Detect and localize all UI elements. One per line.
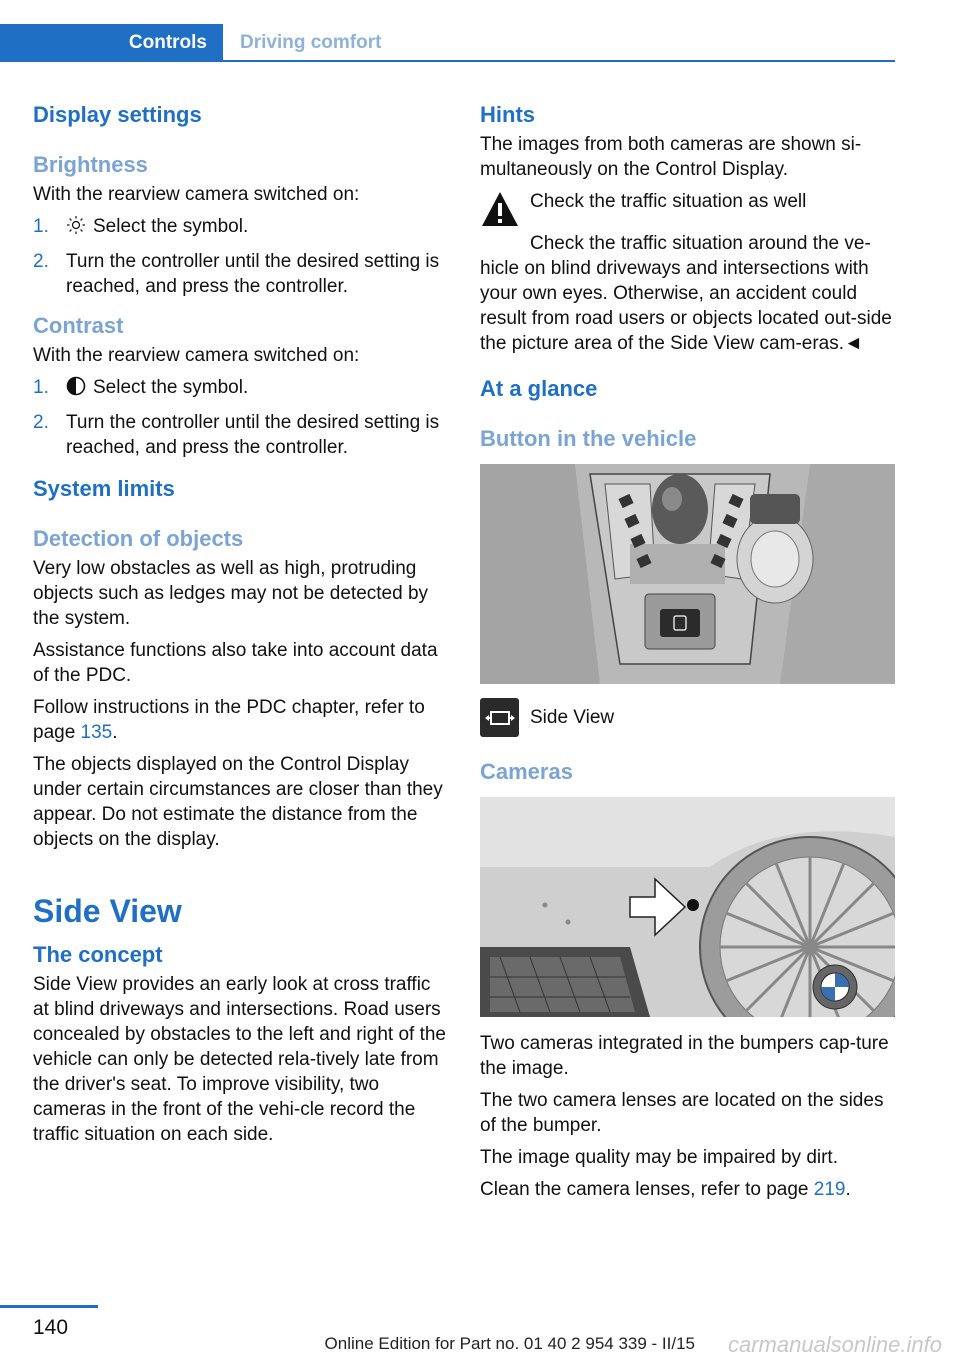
contrast-icon (66, 376, 88, 403)
bumper-camera-photo (480, 797, 895, 1017)
page-link-135[interactable]: 135 (80, 722, 113, 743)
step-text: Turn the controller until the desired setting is reached, and press the controller. (66, 412, 440, 458)
heading-the-concept: The concept (33, 942, 163, 967)
cameras-paragraph: The two camera lenses are located on the sides of the bumper. (480, 1090, 884, 1136)
cameras-paragraph (480, 1177, 895, 1202)
footer-rule (0, 1305, 98, 1308)
warning-body: Check the traffic situation around the ve-hicle on blind driveways and intersections with your own eyes. Otherwise, an accident could result from road users or objects located out-side the picture area of the Side View cam-eras.◄ (480, 233, 892, 354)
text: . (112, 722, 118, 743)
edition-text: Online Edition for Part no. 01 40 2 954 339 - II/15 (324, 1334, 695, 1353)
list-item (33, 249, 451, 299)
heading-contrast: Contrast (33, 313, 124, 338)
heading-at-a-glance: At a glance (480, 376, 598, 401)
text: . (845, 1179, 851, 1200)
heading-brightness: Brightness (33, 152, 148, 177)
side-view-button-icon (480, 698, 519, 737)
step-text: Turn the controller until the desired setting is reached, and press the controller. (66, 251, 440, 297)
brightness-sun-icon (66, 215, 88, 242)
heading-detection-of-objects: Detection of objects (33, 526, 244, 551)
hints-paragraph: The images from both cameras are shown si-multaneously on the Control Display. (480, 134, 862, 180)
heading-side-view: Side View (33, 893, 182, 929)
watermark: carmanualsonline.info (727, 1332, 942, 1357)
heading-system-limits: System limits (33, 476, 175, 501)
text: Follow instructions in the PDC chapter, refer to page (33, 697, 425, 743)
warning-title: Check the traffic situation as well (530, 191, 807, 212)
step-number: 2. (33, 251, 49, 272)
header-rule (223, 60, 895, 62)
step-text: Select the symbol. (93, 377, 249, 398)
heading-display-settings: Display settings (33, 102, 202, 127)
page-link-219[interactable]: 219 (813, 1179, 846, 1200)
cameras-paragraph: The image quality may be impaired by dirt. (480, 1147, 838, 1168)
warning-block (480, 189, 895, 229)
list-item (33, 375, 451, 403)
step-number: 1. (33, 216, 49, 237)
contrast-steps (33, 375, 451, 460)
tab-controls[interactable]: Controls (0, 24, 223, 62)
list-item (33, 214, 451, 242)
brightness-intro: With the rearview camera switched on: (33, 184, 360, 205)
step-number: 2. (33, 412, 49, 433)
side-view-label: Side View (530, 706, 615, 728)
step-number: 1. (33, 377, 49, 398)
detection-paragraph: The objects displayed on the Control Display under certain circumstances are closer than they appear. Do not estimate the distance from the objects on the display. (33, 754, 443, 850)
detection-paragraph: Very low obstacles as well as high, protruding objects such as ledges may not be detected by the system. (33, 558, 429, 629)
concept-paragraph: Side View provides an early look at cross traffic at blind driveways and intersections. Road users concealed by obstacles to the left and right of the vehicle can only be detected rela-tively late from the driver's seat. To improve visibility, two cameras in the front of the vehi-cle record the traffic situation on each side. (33, 974, 446, 1145)
tab-driving-comfort[interactable]: Driving comfort (240, 32, 382, 53)
right-column (480, 98, 895, 1209)
left-column (33, 98, 451, 1154)
cameras-paragraph: Two cameras integrated in the bumpers cap-ture the image. (480, 1033, 889, 1079)
detection-paragraph: Assistance functions also take into account data of the PDC. (33, 640, 438, 686)
page-number: 140 (33, 1316, 69, 1339)
header-tabbar (0, 24, 895, 62)
text: Clean the camera lenses, refer to page (480, 1179, 814, 1200)
warning-triangle-icon (480, 189, 520, 229)
center-console-photo (480, 464, 895, 684)
heading-cameras: Cameras (480, 759, 573, 784)
brightness-steps (33, 214, 451, 299)
step-text: Select the symbol. (93, 216, 249, 237)
heading-button-in-vehicle: Button in the vehicle (480, 426, 697, 451)
side-view-button-row (480, 698, 895, 737)
list-item (33, 410, 451, 460)
detection-paragraph (33, 695, 451, 745)
contrast-intro: With the rearview camera switched on: (33, 345, 360, 366)
heading-hints: Hints (480, 102, 535, 127)
